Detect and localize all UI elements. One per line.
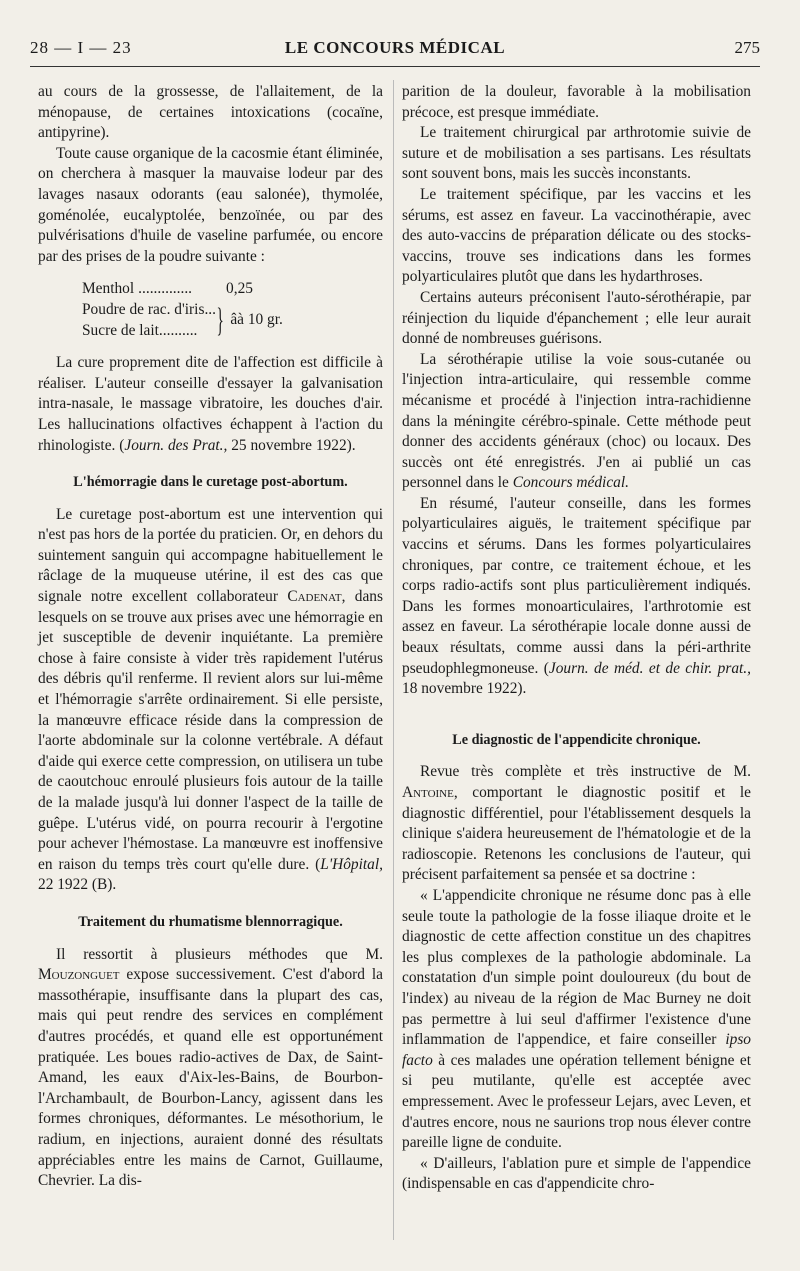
leader-dots: .............. <box>138 280 193 298</box>
paragraph: « L'appendicite chronique ne résume donc pas à elle seule toute la pathologie de la fosse iliaque droite et le diagnostic de cette affection constitue un des chapitres les plus complexes de la pathologie abdominale. La constatation d'un simple point douloureux (du bout de l'index) au niveau de la région de Mac Burney ne doit pas permettre à lui seul d'affirmer l'existence d'une inflammation de l'appendice, et faire conseiller ipso facto à ces malades une opération tellement bénigne et si peu mutilante, qu'elle est acceptée avec empressement. Avec le professeur Lejars, avec Leven, et d'autres encore, nous ne saurions trop nous élever contre pareille ligne de conduite. <box>402 886 751 1152</box>
section-heading: L'hémorragie dans le curetage post-abortum. <box>73 474 348 491</box>
paragraph: Le traitement chirurgical par arthrotomie suivie de suture et de mobilisation a ses partisans. Les résultats sont souvent bons, mais les succès inconstants. <box>402 124 751 183</box>
paragraph: Le traitement spécifique, par les vaccins et les sérums, est assez en faveur. La vaccinothérapie, avec des auto-vaccins de préparation délicate ou des stocks-vaccins, trouve ses indications dans les formes polyarticulaires plutôt que dans les hydarthroses. <box>402 185 751 286</box>
prescription-formula <box>82 279 383 341</box>
brace-symbol: } <box>216 301 224 339</box>
paragraph: Revue très complète et très instructive de M. Antoine, comportant le diagnostic positif et le diagnostic différentiel, pour l'établissement desquels la clinique s'aidera heureusement de l'hématologie et de la radioscopie. Retenons les conclusions de l'auteur, qui précisent parfaitement sa pensée et sa doctrine : <box>402 763 751 884</box>
section-heading: Le diagnostic de l'appendicite chronique. <box>452 731 701 748</box>
ingredient-name: Poudre de rac. d'iris... <box>82 300 216 318</box>
left-column <box>38 82 383 1192</box>
ingredient-quantity: 0,25 <box>226 280 253 298</box>
citation: Concours médical. <box>512 474 629 492</box>
paragraph: Le curetage post-abortum est une intervention qui n'est pas hors de la portée du praticien. Or, en dehors du suintement sanguin qui accompagne habituellement le râclage de la muqueuse utérine, il est des cas que signale notre excellent collaborateur Cadenat, dans lesquels on se trouve aux prises avec une hémorragie en jet susceptible de devenir inquiétante. La première chose à faire consiste à vider très rapidement l'utérus des débris qu'il renferme. Il revient alors sur lui-même et l'hémorragie s'arrête ordinairement. Si elle persiste, la manœuvre efficace réside dans la compression de l'aorte abdominale sur la colonne vertébrale. A défaut d'aide qui exerce cette compression, on utilisera un tube de caoutchouc enroulé plusieurs fois autour de la taille de la malade jusqu'à lui donner l'aspect de la taille de guêpe. L'utérus vidé, on pourra recourir à l'ergotine pour achever l'hémostase. La manœuvre est inoffensive en raison du temps très court qu'elle dure. (L'Hôpital, 22 1922 (B). <box>38 505 383 894</box>
paragraph: La cure proprement dite de l'affection est difficile à réaliser. L'auteur conseille d'essayer la galvanisation intra-nasale, le massage vibratoire, les douches d'air. Les hallucinations olfactives échappent à l'action du rhinologiste. (Journ. des Prat., 25 novembre 1922). <box>38 354 383 454</box>
citation: ipso facto <box>402 1031 751 1069</box>
right-column <box>402 82 751 1195</box>
citation: Journ. des Prat., <box>124 436 228 454</box>
paragraph: La sérothérapie utilise la voie sous-cutanée ou l'injection intra-articulaire, qui ressemble comme mécanisme et procédé à l'injection intra-rachidienne dans la méningite cérébro-spinale. Cette méthode peut donner des accidents généraux (choc) ou locaux. Des succès ont été enregistrés. J'en ai publié un cas personnel dans le Concours médical. <box>402 350 751 492</box>
citation: L'Hôpital, <box>320 855 383 873</box>
citation: Journ. de méd. et de chir. prat., <box>548 659 751 677</box>
ingredient-quantity: âà 10 gr. <box>230 311 283 329</box>
column-divider <box>393 80 394 1240</box>
paragraph: « D'ailleurs, l'ablation pure et simple de l'appendice (indispensable en cas d'appendicite chro- <box>402 1154 751 1193</box>
paragraph: au cours de la grossesse, de l'allaitement, de la ménopause, de certaines intoxications (cocaïne, antipyrine). <box>38 83 383 142</box>
author-name: Cadenat <box>287 588 342 606</box>
section-heading: Traitement du rhumatisme blennorragique. <box>78 913 343 930</box>
page-header <box>30 38 760 68</box>
page-number: 275 <box>734 38 760 57</box>
header-rule <box>30 66 760 67</box>
ingredient-name: Sucre de lait.......... <box>82 321 198 339</box>
paragraph: En résumé, l'auteur conseille, dans les formes polyarticulaires aiguës, le traitement spécifique par vaccins et sérums. Dans les formes polyarticulaires chroniques, par contre, ce traitement échoue, et les corps radio-actifs sont plus particulièrement indiqués. Dans les formes monoarticulaires, l'arthrotomie est assez en faveur. La sérothérapie locale donne aussi de beaux résultats, comme aussi dans la péri-arthrite pseudophlegmoneuse. (Journ. de méd. et de chir. prat., 18 novembre 1922). <box>402 494 751 698</box>
paragraph: Toute cause organique de la cacosmie étant éliminée, on cherchera à masquer la mauvaise lodeur par des lavages nasaux odorants (eau salonée), thymolée, goménolée, eucalyptolée, benzoïnée, ou par des pulvérisations d'huile de vaseline parfumée, ou encore par des prises de la poudre suivante : <box>38 144 383 265</box>
paragraph: parition de la douleur, favorable à la mobilisation précoce, est presque immédiate. <box>402 83 751 121</box>
author-name: Mouzonguet <box>38 966 120 984</box>
formula-row-group <box>82 300 383 341</box>
paragraph: Il ressortit à plusieurs méthodes que M. Mouzonguet expose successivement. C'est d'abord la massothérapie, insuffisante dans la plupart des cas, mais qui peut rendre des services en complément d'autres procédés, et quand elle est opportunément pratiquée. Les boues radio-actives de Dax, de Saint-Amand, les eaux d'Aix-les-Bains, de Bourbon-l'Archambault, de Bourbon-Lancy, agissent dans les formes chroniques, déformantes. Le mésothorium, le radium, en injections, auraient donné des résultats appréciables entre les mains de Carnot, Guillaume, Chevrier. La dis- <box>38 945 383 1190</box>
issue-date: 28 — I — 23 <box>30 38 132 57</box>
ingredient-name: Menthol <box>82 280 135 298</box>
author-name: Antoine <box>402 784 454 801</box>
journal-title: LE CONCOURS MÉDICAL <box>284 38 506 57</box>
formula-row-menthol <box>82 279 383 300</box>
paragraph: Certains auteurs préconisent l'auto-sérothérapie, par réinjection du liquide d'épanchement ; elle leur aurait donné de nombreuses guérisons. <box>402 288 751 348</box>
